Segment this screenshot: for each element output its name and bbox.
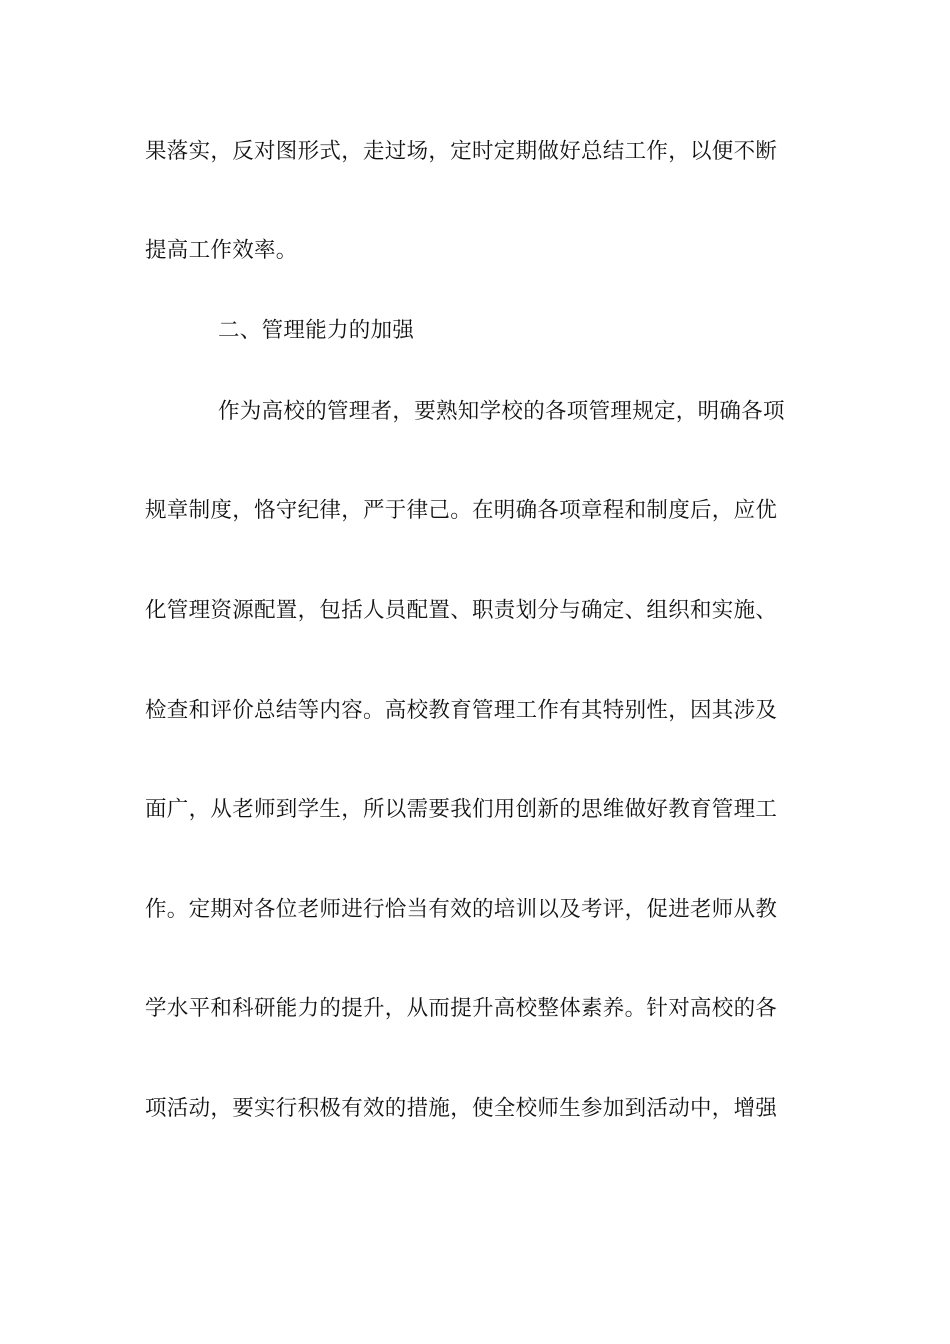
body-text-line-6: 化管理资源配置，包括人员配置、职责划分与确定、组织和实施、 [145, 598, 778, 623]
body-text-line-8: 面广，从老师到学生，所以需要我们用创新的思维做好教育管理工 [145, 797, 778, 822]
body-text-line-5: 规章制度，恪守纪律，严于律己。在明确各项章程和制度后，应优 [145, 498, 778, 523]
section-heading: 二、管理能力的加强 [218, 318, 415, 343]
body-text-line-7: 检查和评价总结等内容。高校教育管理工作有其特别性，因其涉及 [145, 698, 778, 723]
paragraph-first-line: 作为高校的管理者，要熟知学校的各项管理规定，明确各项 [218, 399, 785, 424]
body-text-line-1: 果落实，反对图形式，走过场，定时定期做好总结工作，以便不断 [145, 139, 778, 164]
body-text-line-11: 项活动，要实行积极有效的措施，使全校师生参加到活动中，增强 [145, 1096, 778, 1121]
body-text-line-10: 学水平和科研能力的提升，从而提升高校整体素养。针对高校的各 [145, 996, 778, 1021]
body-text-line-2: 提高工作效率。 [145, 238, 298, 263]
body-text-line-9: 作。定期对各位老师进行恰当有效的培训以及考评，促进老师从教 [145, 897, 778, 922]
